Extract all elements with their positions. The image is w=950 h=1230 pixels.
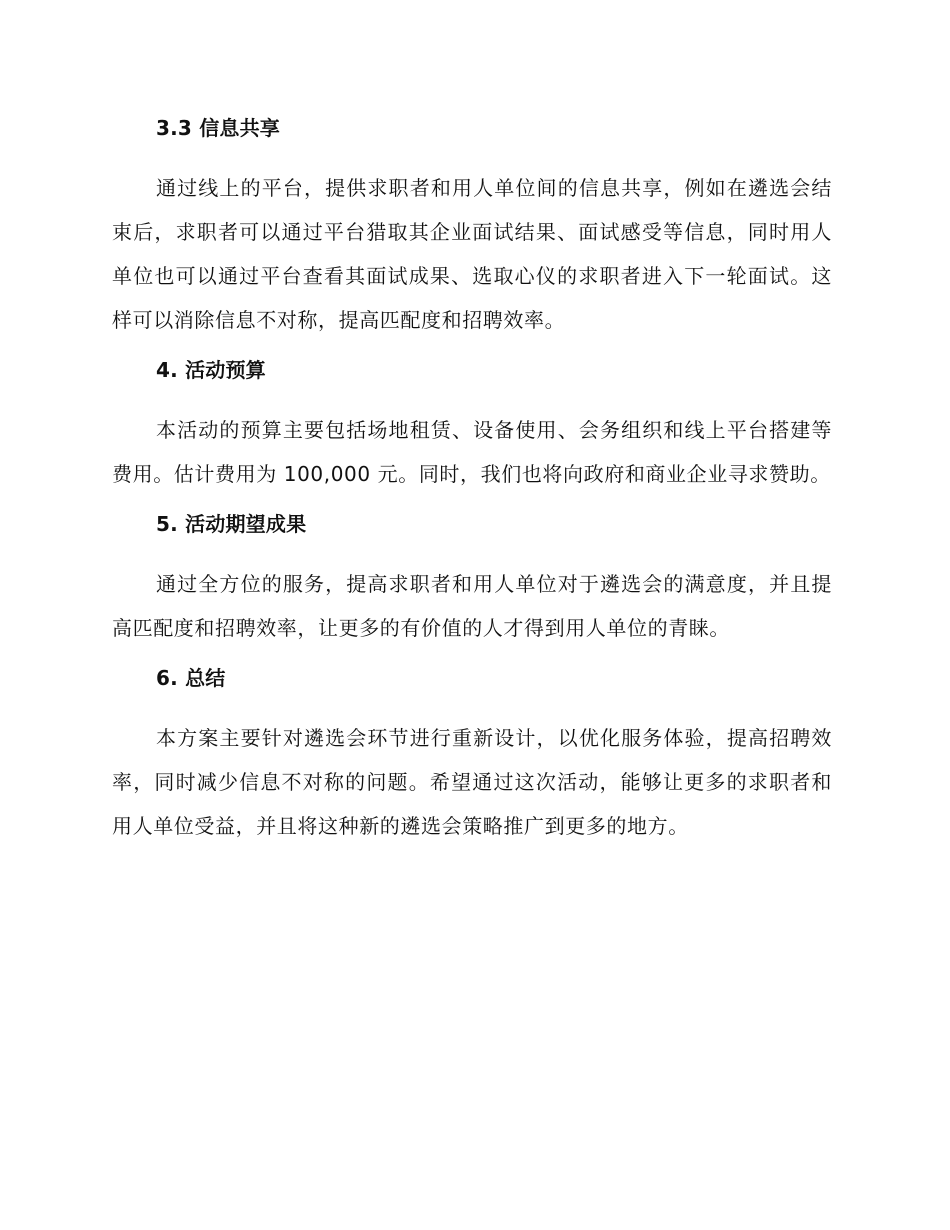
section-heading: 3.3 信息共享	[156, 116, 280, 140]
section-budget	[112, 354, 832, 496]
section-paragraph: 通过线上的平台，提供求职者和用人单位间的信息共享，例如在遴选会结束后，求职者可以通过平台猎取其企业面试结果、面试感受等信息，同时用人单位也可以通过平台查看其面试成果、选取心仪的求职者进入下一轮面试。这样可以消除信息不对称，提高匹配度和招聘效率。	[112, 176, 832, 332]
section-paragraph: 本方案主要针对遴选会环节进行重新设计，以优化服务体验，提高招聘效率，同时减少信息不对称的问题。希望通过这次活动，能够让更多的求职者和用人单位受益，并且将这种新的遴选会策略推广到更多的地方。	[112, 726, 832, 838]
section-paragraph: 本活动的预算主要包括场地租赁、设备使用、会务组织和线上平台搭建等费用。估计费用为 100,000 元。同时，我们也将向政府和商业企业寻求赞助。	[112, 418, 832, 486]
section-summary	[112, 662, 832, 848]
section-paragraph: 通过全方位的服务，提高求职者和用人单位对于遴选会的满意度，并且提高匹配度和招聘效率，让更多的有价值的人才得到用人单位的青睐。	[112, 572, 832, 640]
section-heading: 4. 活动预算	[156, 358, 266, 382]
section-info-sharing	[112, 112, 832, 342]
section-heading: 6. 总结	[156, 666, 226, 690]
section-expected-results	[112, 508, 832, 650]
section-heading: 5. 活动期望成果	[156, 512, 307, 536]
